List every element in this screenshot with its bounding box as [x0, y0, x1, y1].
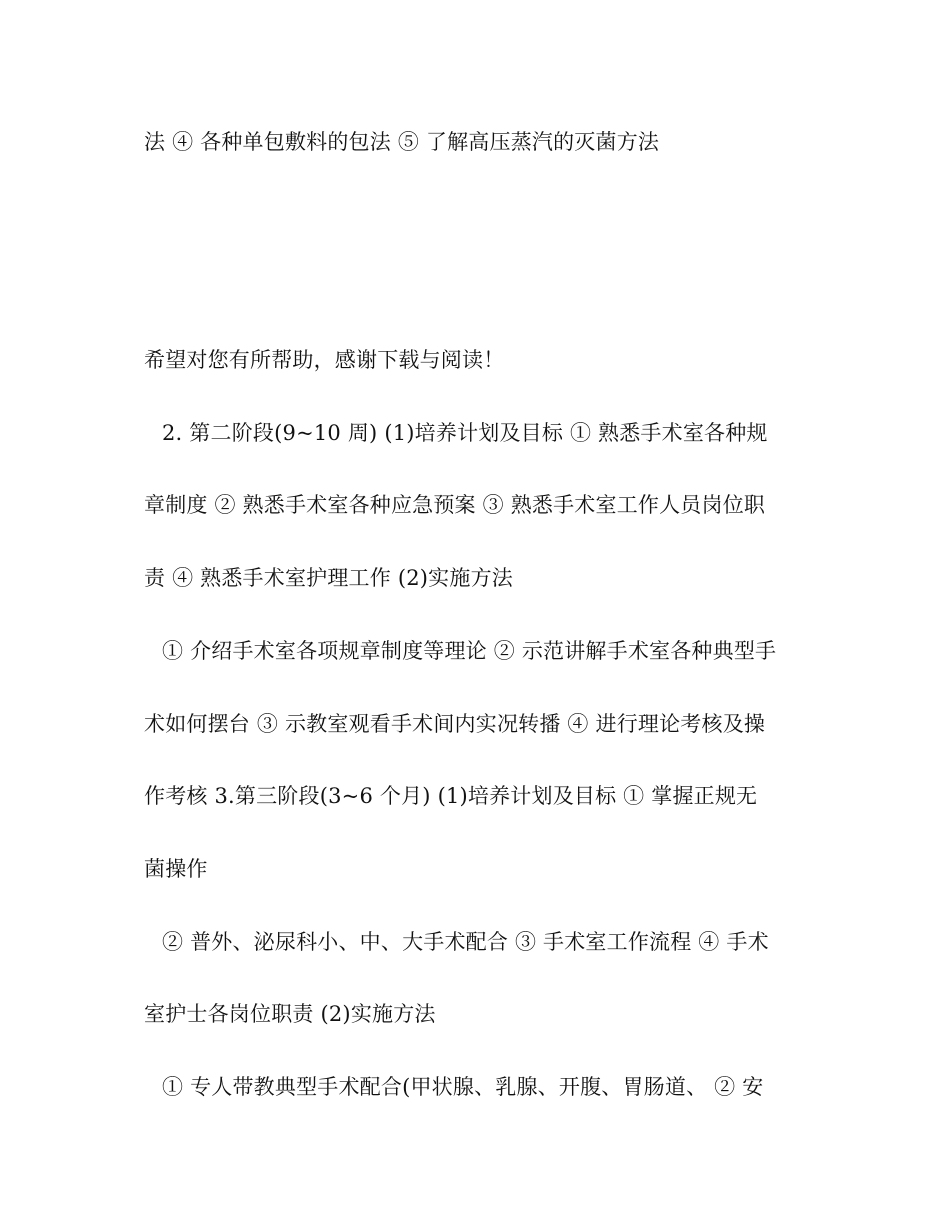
paragraph-line: 菌操作	[144, 857, 208, 881]
paragraph-line: 希望对您有所帮助，感谢下载与阅读！	[144, 348, 505, 372]
paragraph-line: 术如何摆台 ③ 示教室观看手术间内实况转播 ④ 进行理论考核及操	[144, 712, 766, 736]
paragraph-line: 章制度 ② 熟悉手术室各种应急预案 ③ 熟悉手术室工作人员岗位职	[144, 493, 766, 517]
paragraph-line: 室护士各岗位职责 (2)实施方法	[144, 1002, 436, 1026]
paragraph-line: ① 介绍手术室各项规章制度等理论 ② 示范讲解手术室各种典型手	[162, 639, 777, 663]
paragraph-line: 责 ④ 熟悉手术室护理工作 (2)实施方法	[144, 566, 513, 590]
paragraph-line: ② 普外、泌尿科小、中、大手术配合 ③ 手术室工作流程 ④ 手术	[162, 930, 769, 954]
paragraph-line: ① 专人带教典型手术配合(甲状腺、乳腺、开腹、胃肠道、 ② 安	[162, 1075, 764, 1099]
paragraph-line: 法 ④ 各种单包敷料的包法 ⑤ 了解高压蒸汽的灭菌方法	[144, 130, 660, 154]
paragraph-line: 作考核 3.第三阶段(3~6 个月) (1)培养计划及目标 ① 掌握正规无	[144, 784, 758, 808]
paragraph-line: 2. 第二阶段(9~10 周) (1)培养计划及目标 ① 熟悉手术室各种规	[162, 421, 768, 445]
